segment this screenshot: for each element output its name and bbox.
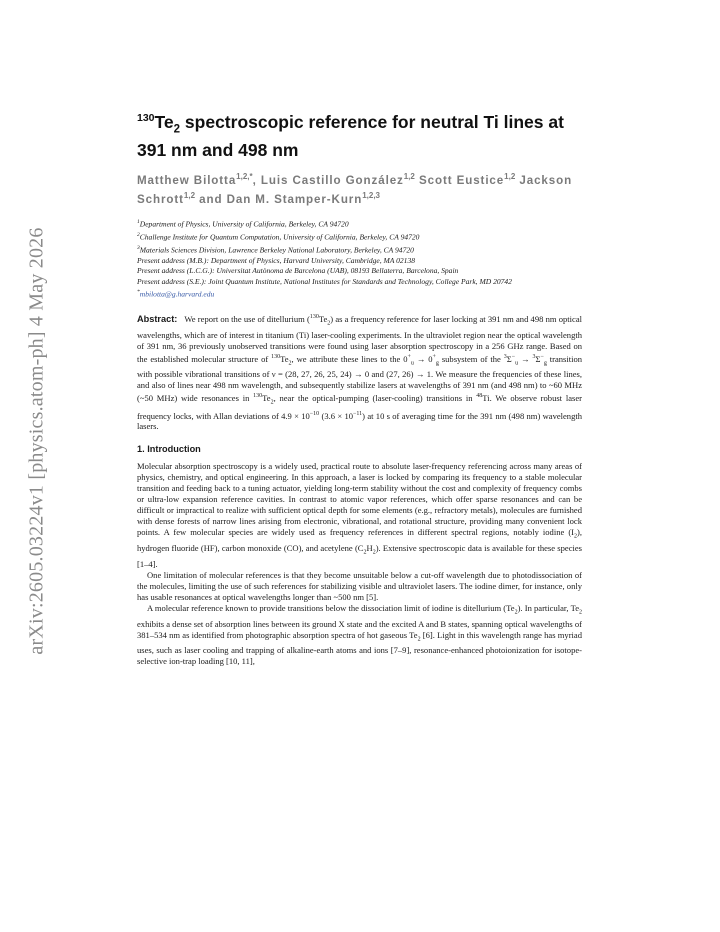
author-name: Jackson Schrott <box>137 174 573 206</box>
email-link[interactable]: mbilotta@g.harvard.edu <box>139 289 215 299</box>
author-affiliation-mark: 1,2,* <box>236 172 253 182</box>
section-heading: 1. Introduction <box>137 444 201 455</box>
affiliation-line: Present address (S.E.): Joint Quantum Institute, National Institutes for Standards and Technology, College Park, MD 20742 <box>137 276 512 286</box>
affiliation-line: $^2$Challenge Institute for Quantum Computation, University of California, Berkeley, CA 94720 <box>137 231 420 242</box>
body-paragraph: A molecular reference known to provide transitions below the dissociation limit of iodine is ditellurium $(Te_2)$. In particular, $Te_2$ exhibits a dense set of absorption lines between its ground X state and the excited A and B states, spanning optical wavelengths of 381–534 nm as identified from photographic absorption spectra of hot gaseous $Te_2$ [6]. Light in this wavelength range has myriad uses, such as laser cooling and trapping of alkaline-earth atoms and ions [7–9], resonance-enhanced photoionization for isotope-selective ion-trap loading [10, 11], <box>137 602 582 667</box>
author-affiliation-mark: 1,2,3 <box>362 190 380 200</box>
affiliation-list <box>137 217 582 300</box>
body-paragraph: One limitation of molecular references is that they become unsuitable below a cut-off wavelength due to photodissociation of the molecules, limiting the use of such references for stabilizing visible and ultraviolet lasers. The iodine dimer, for instance, only has usable resonances at optical wavelengths longer than ~500 nm [5]. <box>137 569 582 602</box>
affiliation-line: $^1$Department of Physics, University of California, Berkeley, CA 94720 <box>137 219 349 229</box>
author-name: Dan M. Stamper-Kurn <box>226 192 363 206</box>
affiliation-line: Present address (M.B.): Department of Physics, Harvard University, Cambridge, MA 02138 <box>137 255 416 265</box>
author-name: Matthew Bilotta <box>137 174 237 188</box>
arxiv-identifier <box>14 218 60 664</box>
paper-page <box>137 108 582 667</box>
affiliation-line: $^3$Materials Sciences Division, Lawrence Berkeley National Laboratory, Berkeley, CA 94720 <box>137 244 414 255</box>
author-affiliation-mark: 1,2 <box>183 190 196 200</box>
abstract-label: Abstract: <box>137 313 178 324</box>
author-name: Scott Eustice <box>418 174 505 188</box>
author-list: Matthew Bilotta$^{1,2,*}$, Luis Castillo González$^{1,2}$ Scott Eustice$^{1,2}$ Jackson Schrott$^{1,2}$ and Dan M. Stamper-Kurn$^{1,2,3}$ <box>137 172 573 206</box>
affiliation-line: Present address (L.C.G.): Universitat Autònoma de Barcelona (UAB), 08193 Bellaterra, Barcelona, Spain <box>137 266 459 276</box>
corresponding-email[interactable]: *mbilotta@g.harvard.edu <box>137 289 215 299</box>
section-introduction <box>137 444 582 667</box>
author-affiliation-mark: 1,2 <box>403 172 415 182</box>
body-paragraph: Molecular absorption spectroscopy is a widely used, practical route to absolute laser-frequency referencing across many areas of physics, chemistry, and optical engineering. In this approach, a laser is locked by comparing its frequency to a stable molecular transition and feeding back to a tuning actuator, yielding long-term stability without the cost and complexity of frequency combs or ultra-low expansion reference cavities. In contrast to atomic vapor references, which offer sparse resonances and can be difficult or impractical to realize with sufficient optical depth for some elements (e.g., refractory metals), molecules are furnished with dense forests of narrow lines arising from electronic, vibrational, and rotational structure, providing many convenient lock points. A few molecular species are widely used as frequency references in different spectral regions, notably iodine $(I_2)$, hydrogen fluoride (HF), carbon monoxide (CO), and acetylene $(C_2H_2)$. Extensive spectroscopic data is available for these species [1–4]. <box>137 461 582 569</box>
paper-title: $^{130}Te_2$ spectroscopic reference for neutral Ti lines at 391 nm and 498 nm <box>137 111 564 161</box>
author-name: Luis Castillo González <box>260 174 404 188</box>
author-affiliation-mark: 1,2 <box>504 172 516 182</box>
arxiv-identifier-text: arXiv:2605.03224v1 [physics.atom-ph] 4 May 2026 <box>25 227 48 655</box>
abstract: Abstract: We report on the use of ditellurium $(^{130}Te_2)$ as a frequency reference for laser locking at 391 nm and 498 nm optical wavelengths, which are of interest in titanium (Ti) laser-cooling experiments. In the ultraviolet region near the optical wavelength of 391 nm, 36 previously unobserved transitions were found using laser absorption spectroscopy in a 256 GHz range. Based on the established molecular structure of $^{130}Te_2$, we attribute these lines to the $0^+_u \to 0^+_g$ subsystem of the $^3\Sigma^-_u \to ^3\Sigma^-_g$ transition with possible vibrational transitions of ν = (28, 27, 26, 25, 24) → 0 and (27, 26) → 1. We measure the frequencies of these lines, and also of lines near 498 nm wavelength, and subsequently stabilize lasers at wavelengths of 391 nm (and 498 nm) to ~60 MHz (~50 MHz) wide resonances in $^{130}Te_2$, near the optical-pumping (laser-cooling) transitions in $^{48}$Ti. We observe robust laser frequency locks, with Allan deviations of $4.9 \times 10^{-10}$ $(3.6 \times 10^{-11})$ at 10 s of averaging time for the 391 nm (498 nm) wavelength lasers. <box>137 313 583 432</box>
